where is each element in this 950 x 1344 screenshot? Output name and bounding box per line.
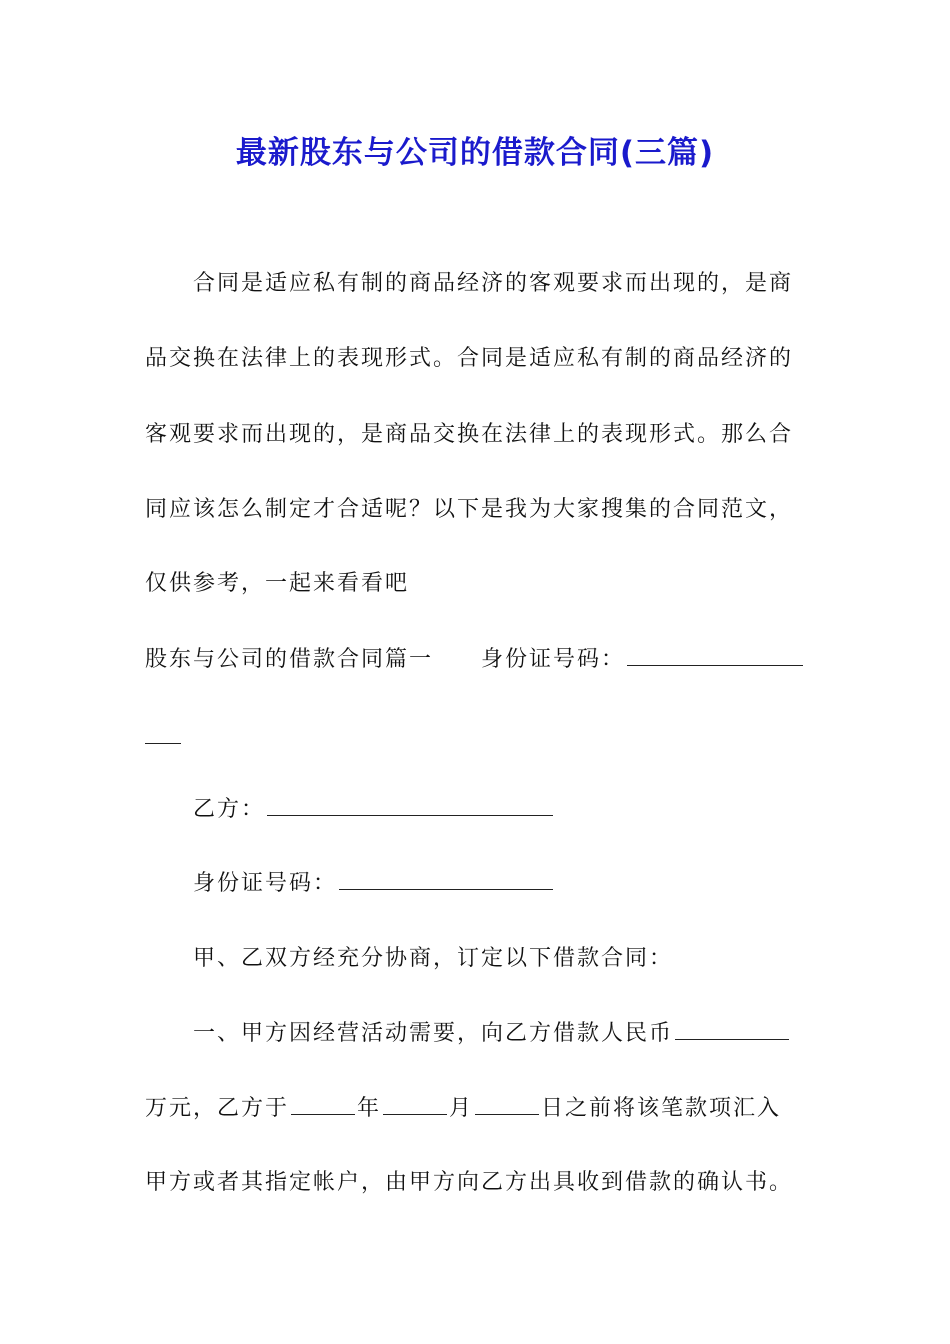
clause-1-line-2	[145, 1091, 810, 1127]
id-number-blank-b	[339, 867, 553, 890]
party-b-label: 乙方：	[193, 797, 266, 822]
document-title: 最新股东与公司的借款合同(三篇)	[235, 135, 715, 171]
clause-1-text-2: 万元，乙方于	[145, 1096, 290, 1121]
party-b-line	[193, 792, 810, 828]
id-number-blank-a-continued	[145, 743, 181, 744]
clause-1-line-1	[193, 1016, 810, 1052]
id-number-label-a: 身份证号码：	[481, 647, 626, 672]
month-blank	[383, 1092, 447, 1115]
month-label: 月	[449, 1096, 474, 1121]
clause-1-text-1: 一、甲方因经营活动需要，向乙方借款人民币	[193, 1021, 674, 1046]
intro-line-5: 仅供参考，一起来看看吧	[145, 571, 410, 596]
section-heading: 股东与公司的借款合同篇一	[145, 647, 434, 672]
party-b-blank	[267, 793, 553, 816]
negotiation-line: 甲、乙双方经充分协商，订定以下借款合同：	[193, 946, 674, 971]
id-number-line-b	[193, 866, 810, 902]
intro-line-3: 客观要求而出现的，是商品交换在法律上的表现形式。那么合	[145, 422, 794, 447]
intro-line-2: 品交换在法律上的表现形式。合同是适应私有制的商品经济的	[145, 346, 794, 371]
day-blank	[475, 1092, 539, 1115]
intro-line-1: 合同是适应私有制的商品经济的客观要求而出现的，是商	[193, 271, 794, 296]
clause-1-text-3: 日之前将该笔款项汇入	[541, 1096, 782, 1121]
id-number-blank-a	[627, 643, 803, 666]
year-label: 年	[357, 1096, 382, 1121]
intro-line-4: 同应该怎么制定才合适呢？以下是我为大家搜集的合同范文，	[145, 497, 794, 522]
clause-1-line-3: 甲方或者其指定帐户，由甲方向乙方出具收到借款的确认书。	[145, 1170, 794, 1195]
section-heading-line	[145, 642, 810, 678]
amount-blank	[675, 1017, 789, 1040]
id-number-label-b: 身份证号码：	[193, 871, 338, 896]
year-blank	[291, 1092, 355, 1115]
